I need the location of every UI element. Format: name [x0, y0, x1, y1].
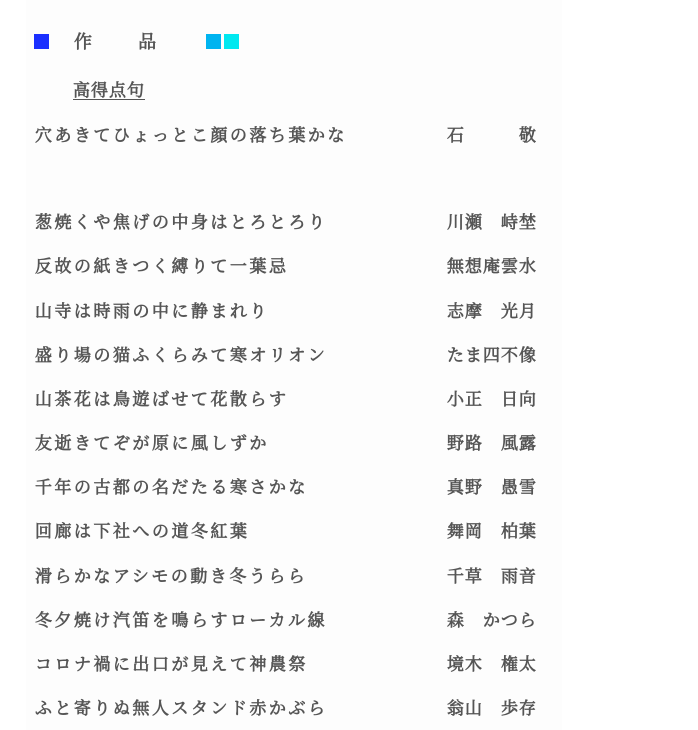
haiku-author: 舞岡 柏葉 — [447, 522, 537, 542]
haiku-row — [35, 252, 550, 276]
haiku-author: 千草 雨音 — [447, 567, 537, 587]
haiku-author: 無想庵雲水 — [447, 257, 537, 277]
haiku-author: 野路 風露 — [447, 434, 537, 454]
haiku-text: 山寺は時雨の中に静まれり — [35, 302, 269, 322]
blue-square-icon — [34, 34, 49, 49]
haiku-text: 盛り場の猫ふくらみて寒オリオン — [35, 346, 328, 366]
haiku-author: 川瀬 峙埜 — [447, 213, 537, 233]
haiku-text: 葱焼くや焦げの中身はとろとろり — [35, 213, 328, 233]
haiku-text: 友逝きてぞが原に風しずか — [35, 434, 269, 454]
section-header — [34, 30, 239, 52]
subtitle-link[interactable]: 高得点句 — [73, 81, 145, 101]
haiku-author: 森 かつら — [447, 611, 537, 631]
section-title: 作 品 — [74, 32, 177, 53]
haiku-text: 回廊は下社への道冬紅葉 — [35, 522, 250, 542]
haiku-text: 反故の紙きつく縛りて一葉忌 — [35, 257, 289, 277]
haiku-text: 穴あきてひょっとこ顔の落ち葉かな — [35, 126, 347, 146]
featured-haiku-row — [35, 121, 550, 145]
haiku-text: コロナ禍に出口が見えて神農祭 — [35, 655, 308, 675]
cyan-square-icon — [224, 34, 239, 49]
haiku-author: 志摩 光月 — [447, 302, 537, 322]
haiku-row — [35, 650, 550, 674]
haiku-text: 冬夕焼け汽笛を鳴らすローカル線 — [35, 611, 328, 631]
haiku-row — [35, 694, 550, 718]
haiku-text: ふと寄りぬ無人スタンド赤かぶら — [35, 699, 328, 719]
haiku-row — [35, 208, 550, 232]
haiku-author: 翁山 歩存 — [447, 699, 537, 719]
haiku-author: 石 敬 — [447, 126, 537, 146]
haiku-text: 滑らかなアシモの動き冬うらら — [35, 567, 308, 587]
haiku-author: 真野 愚雪 — [447, 478, 537, 498]
haiku-author: 小正 日向 — [447, 390, 537, 410]
haiku-row — [35, 297, 550, 321]
haiku-row — [35, 385, 550, 409]
haiku-text: 山茶花は鳥遊ばせて花散らす — [35, 390, 289, 410]
haiku-text: 千年の古都の名だたる寒さかな — [35, 478, 308, 498]
haiku-row — [35, 562, 550, 586]
haiku-row — [35, 473, 550, 497]
haiku-row — [35, 429, 550, 453]
haiku-row — [35, 341, 550, 365]
haiku-row — [35, 606, 550, 630]
haiku-author: たま四不像 — [447, 346, 537, 366]
cyan-square-icon — [206, 34, 221, 49]
haiku-author: 境木 権太 — [447, 655, 537, 675]
haiku-row — [35, 517, 550, 541]
